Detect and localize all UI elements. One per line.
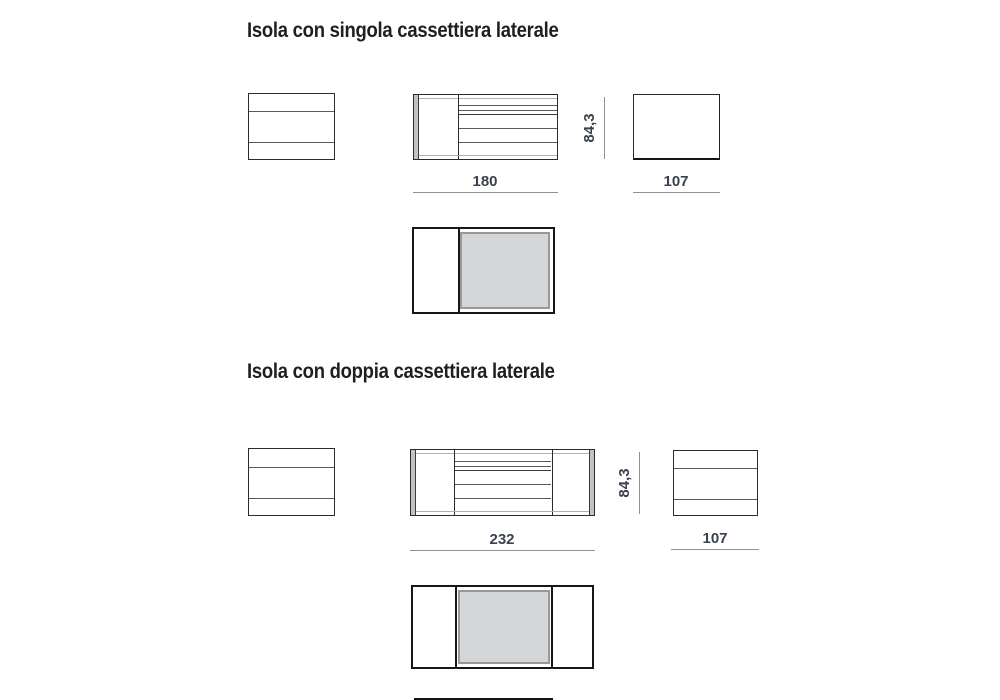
drawer-line: [674, 499, 757, 500]
side-panel-edge: [589, 450, 594, 515]
side-depth-dimension-line: [671, 549, 759, 550]
drawer-line: [459, 105, 557, 106]
panel-divider-line: [454, 450, 455, 515]
side-elevation-right: [673, 450, 758, 516]
drawer-line: [674, 468, 757, 469]
drawer-line: [455, 484, 551, 485]
plan-divider-line: [455, 587, 457, 667]
front-width-dimension: 232: [489, 531, 515, 548]
section-title: Isola con doppia cassettiera laterale: [247, 360, 555, 383]
drawer-line: [459, 110, 557, 111]
side-elevation-right: [633, 94, 720, 160]
front-elevation: [410, 449, 595, 516]
height-dimension: 84,3: [581, 113, 598, 143]
drawer-line: [459, 142, 557, 143]
height-dimension: 84,3: [616, 468, 633, 498]
frame-line-bottom: [416, 511, 589, 512]
side-depth-dimension: 107: [702, 530, 728, 547]
side-elevation-left: [248, 448, 335, 516]
front-width-dimension-line: [410, 550, 595, 551]
drawer-line: [455, 470, 551, 471]
side-panel-edge: [411, 450, 416, 515]
drawer-line: [249, 142, 334, 143]
worktop-panel: [458, 590, 550, 664]
plan-view: [412, 227, 555, 314]
front-width-dimension-line: [413, 192, 558, 193]
drawer-line: [459, 114, 557, 115]
side-elevation-left: [248, 93, 335, 160]
front-elevation: [413, 94, 558, 160]
panel-divider-line: [552, 450, 553, 515]
side-panel-edge: [414, 95, 419, 159]
drawer-line: [455, 498, 551, 499]
plan-view: [411, 585, 594, 669]
drawer-line: [455, 461, 551, 462]
side-depth-dimension: 107: [663, 173, 689, 190]
drawer-line: [249, 111, 334, 112]
plan-divider-line: [551, 587, 553, 667]
frame-line-top: [419, 98, 557, 99]
drawer-line: [249, 498, 334, 499]
drawer-line: [459, 128, 557, 129]
side-depth-dimension-line: [633, 192, 720, 193]
frame-line-bottom: [419, 155, 557, 156]
height-dimension-line: [604, 97, 605, 159]
worktop-panel: [460, 232, 550, 309]
height-dimension-line: [639, 452, 640, 514]
front-width-dimension: 180: [472, 173, 498, 190]
drawer-line: [249, 467, 334, 468]
frame-line-top: [416, 453, 589, 454]
drawer-line: [455, 466, 551, 467]
section-title: Isola con singola cassettiera laterale: [247, 19, 559, 42]
